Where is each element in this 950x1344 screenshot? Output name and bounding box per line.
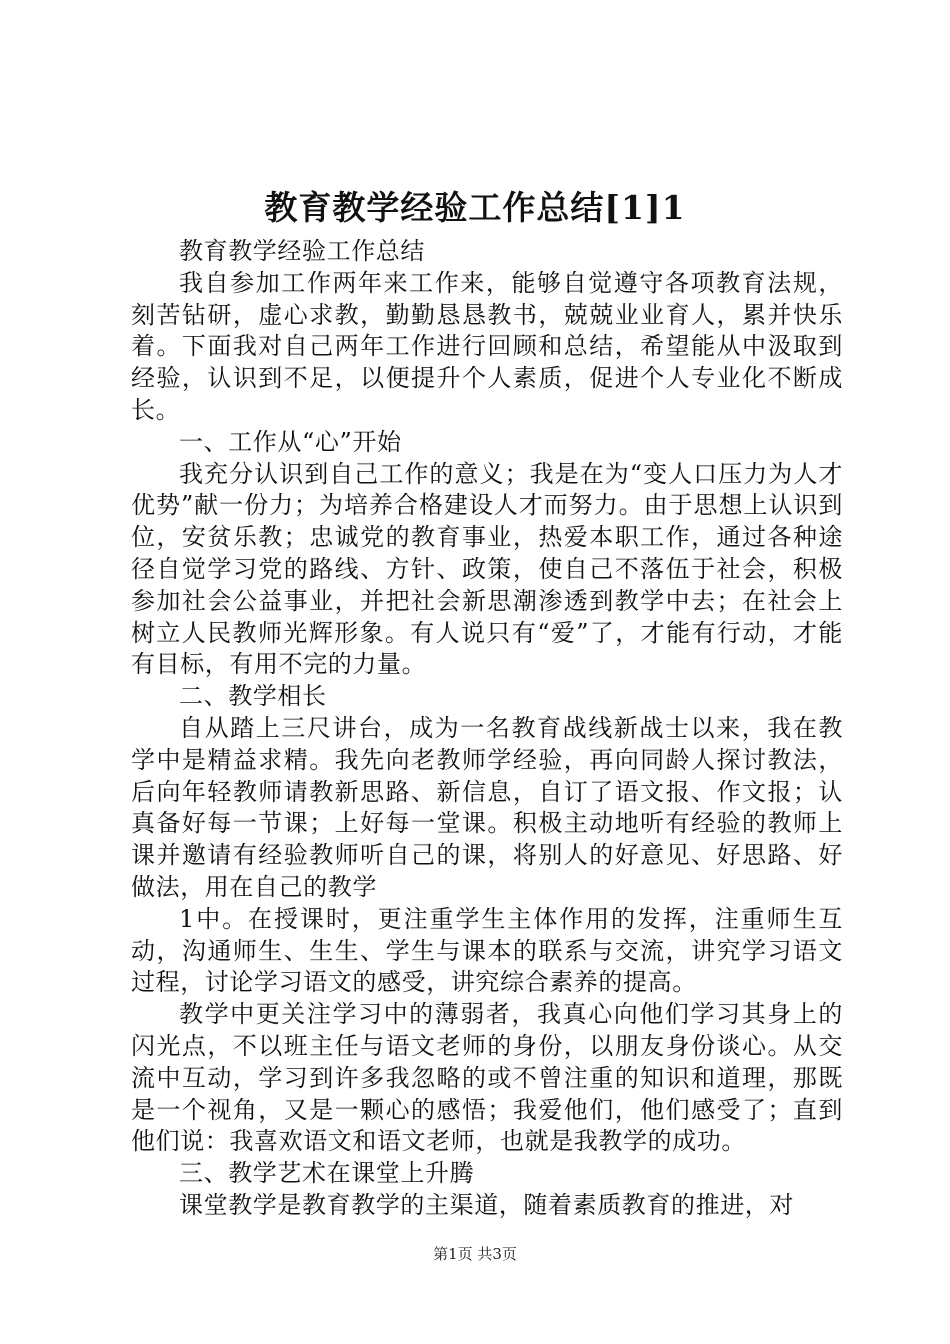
body-paragraph: 自从踏上三尺讲台，成为一名教育战线新战士以来，我在教学中是精益求精。我先向老教师学经验，再向同龄人探讨教法，后向年轻教师请教新思路、新信息，自订了语文报、作文报；认真备好每一节课；上好每一堂课。积极主动地听有经验的教师上课并邀请有经验教师听自己的课，将别人的好意见、好思路、好做法，用在自己的教学	[131, 713, 843, 901]
body-paragraph: 我自参加工作两年来工作来，能够自觉遵守各项教育法规，刻苦钻研，虚心求教，勤勤恳恳教书，兢兢业业育人，累并快乐着。下面我对自己两年工作进行回顾和总结，希望能从中汲取到经验，认识到不足，以便提升个人素质，促进个人专业化不断成长。	[131, 268, 843, 424]
document-title: 教育教学经验工作总结[1]1	[264, 188, 686, 227]
body-paragraph: 我充分认识到自己工作的意义；我是在为“变人口压力为人才优势”献一份力；为培养合格建设人才而努力。由于思想上认识到位，安贫乐教；忠诚党的教育事业，热爱本职工作，通过各种途径自觉学习党的路线、方针、政策，使自己不落伍于社会，积极参加社会公益事业，并把社会新思潮渗透到教学中去；在社会上树立人民教师光辉形象。有人说只有“爱”了，才能有行动，才能有目标，有用不完的力量。	[131, 459, 843, 679]
document-body	[131, 236, 843, 1222]
section-heading: 二、教学相长	[179, 682, 327, 711]
body-paragraph: 教学中更关注学习中的薄弱者，我真心向他们学习其身上的闪光点，不以班主任与语文老师的身份，以朋友身份谈心。从交流中互动，学习到许多我忽略的或不曾注重的知识和道理，那既是一个视角，又是一颗心的感悟；我爱他们，他们感受了；直到他们说：我喜欢语文和语文老师，也就是我教学的成功。	[131, 1000, 843, 1156]
body-paragraph: 1中。在授课时，更注重学生主体作用的发挥，注重师生互动，沟通师生、生生、学生与课本的联系与交流，讲究学习语文过程，讨论学习语文的感受，讲究综合素养的提高。	[131, 904, 843, 997]
body-paragraph: 课堂教学是教育教学的主渠道，随着素质教育的推进，对	[179, 1190, 794, 1219]
section-heading: 一、工作从“心”开始	[179, 427, 402, 456]
document-subtitle: 教育教学经验工作总结	[179, 237, 425, 265]
page-number: 第1页 共3页	[433, 1245, 517, 1263]
section-heading: 三、教学艺术在课堂上升腾	[179, 1159, 475, 1188]
